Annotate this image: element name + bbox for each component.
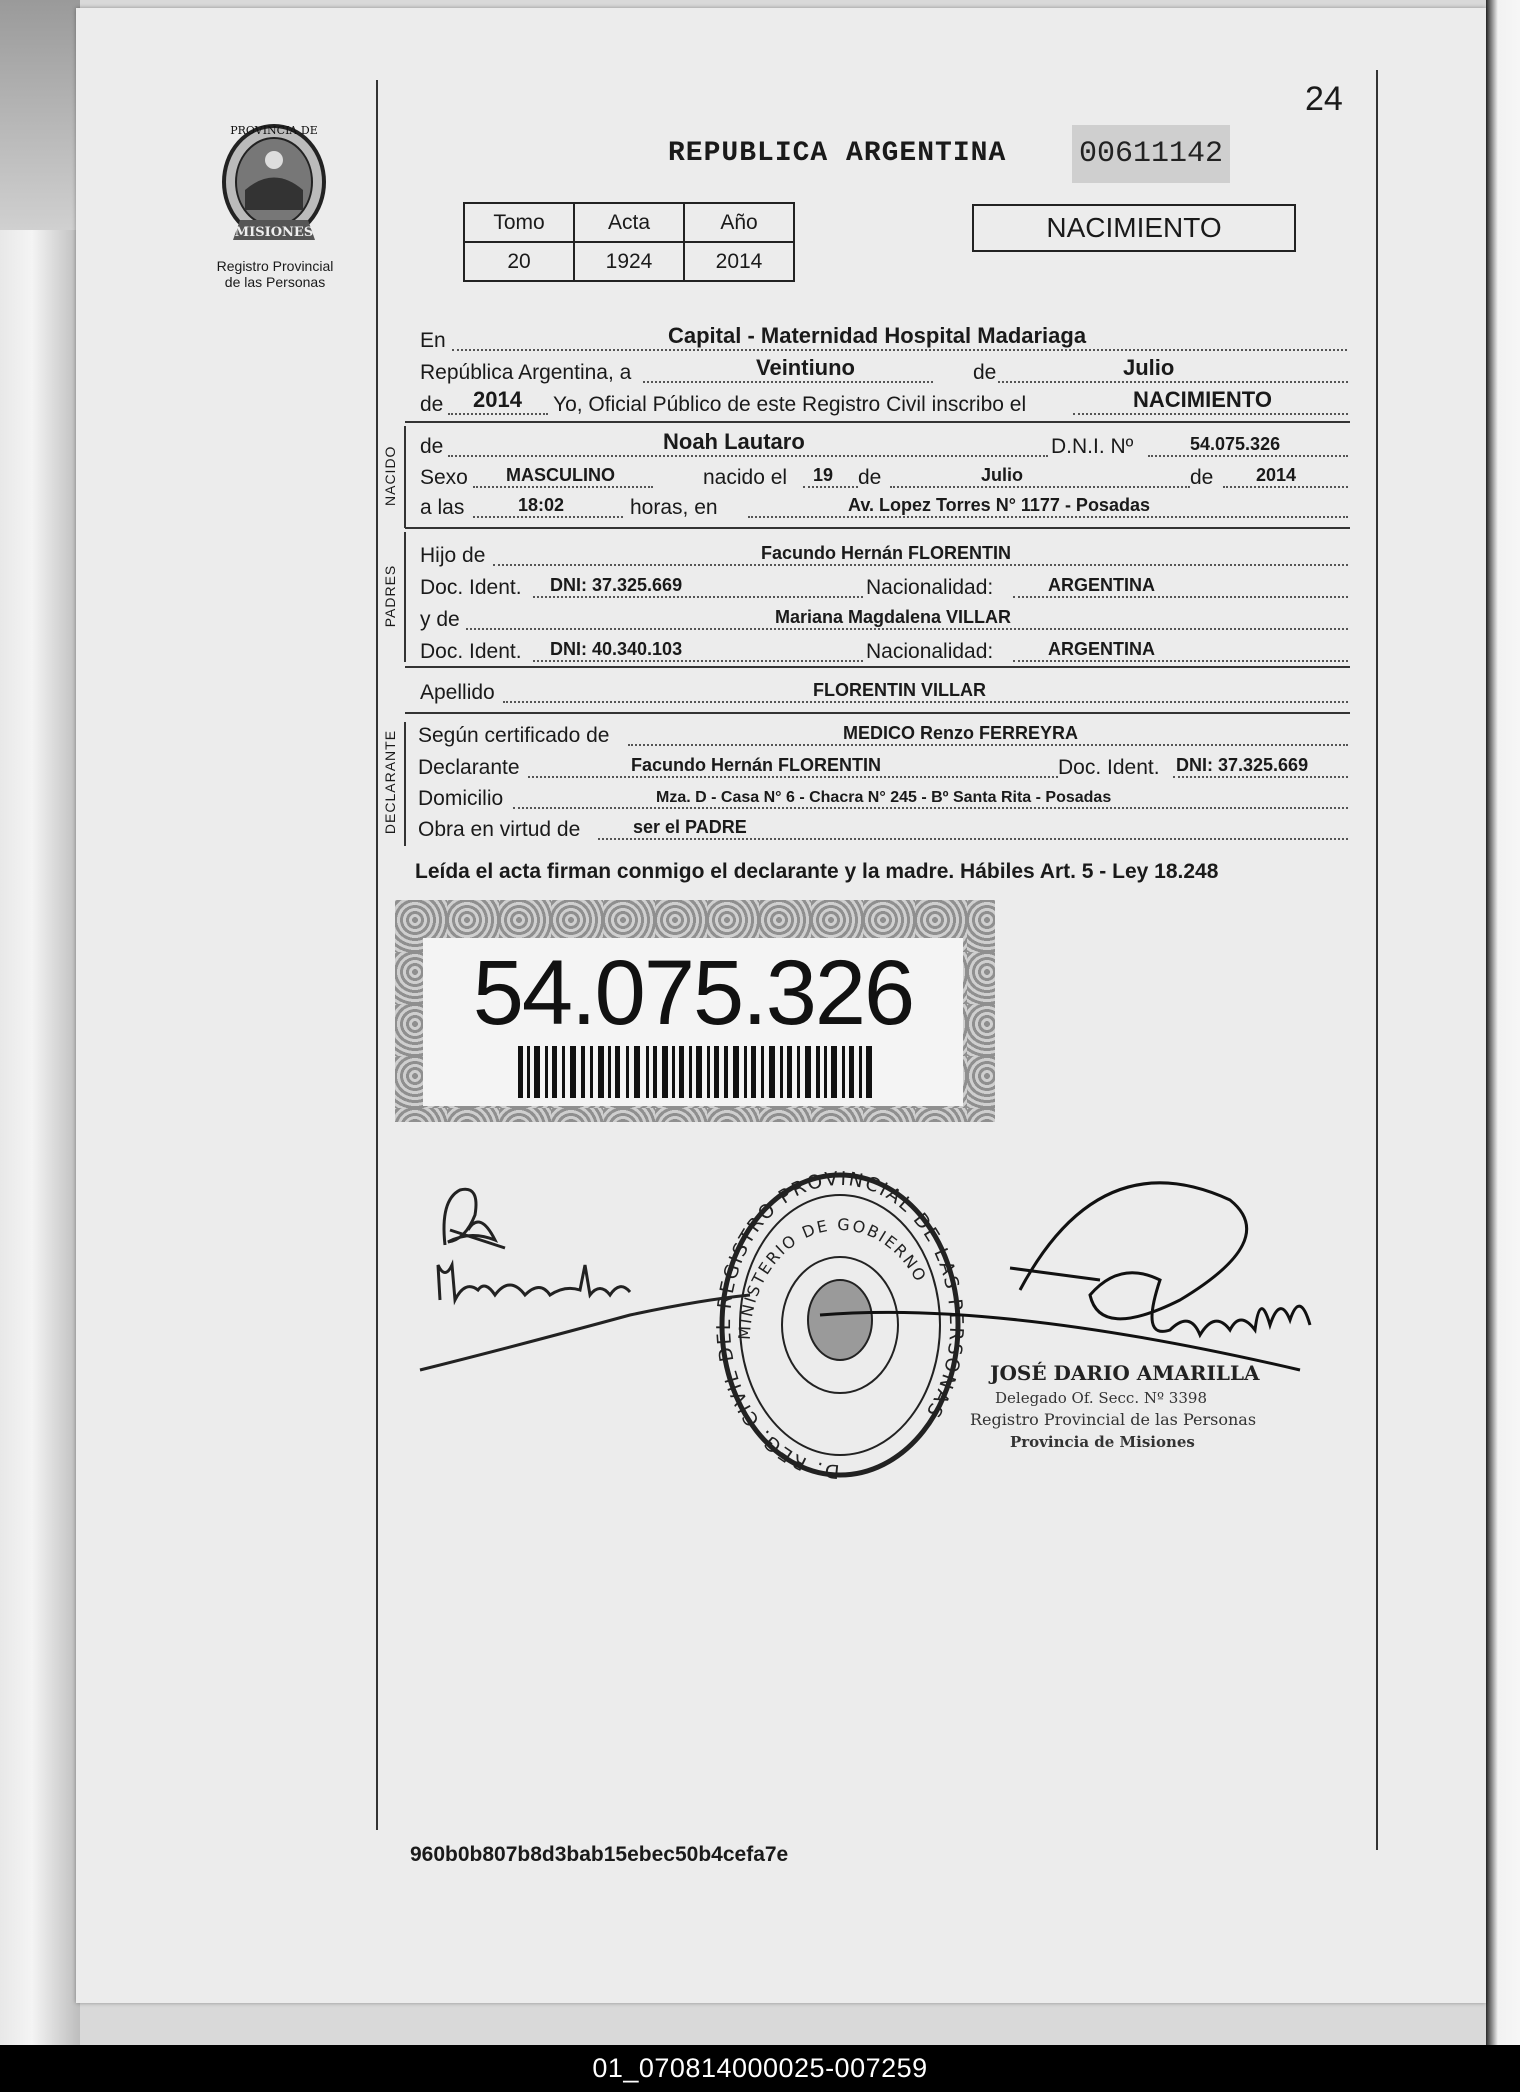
document-hash: 960b0b807b8d3bab15ebec50b4cefa7e: [410, 1843, 789, 1866]
dotted-line: [748, 516, 1348, 518]
father-name: Facundo Hernán FLORENTIN: [761, 543, 1012, 563]
dotted-line: [803, 486, 858, 488]
sex-line: [418, 462, 1348, 492]
signature-official: [820, 1183, 1310, 1370]
dotted-line: [598, 838, 1348, 840]
doc-label: Doc. Ident.: [420, 640, 522, 663]
time-label: a las: [420, 496, 465, 519]
de-label: de: [420, 393, 444, 416]
dni-sticker-inner: [423, 938, 963, 1106]
logo-text-top: PROVINCIA DE: [230, 124, 318, 137]
serial-number: 00611142: [1072, 125, 1230, 183]
dni-sticker: [395, 900, 995, 1122]
doc-label: Doc. Ident.: [1058, 756, 1160, 779]
country-label: República Argentina, a: [420, 361, 632, 384]
acta-value: 1924: [574, 242, 684, 281]
dotted-line: [528, 776, 1058, 778]
born-day: 19: [813, 465, 834, 485]
surname-line: [418, 677, 1348, 707]
dni-sticker-number: 54.075.326: [472, 942, 914, 1044]
de-label: de: [858, 466, 882, 489]
address-value: Mza. D - Casa N° 6 - Chacra N° 245 - Bº Santa Rita - Posadas: [656, 789, 1112, 806]
right-margin-line: [1376, 70, 1378, 1850]
registrar-text: Yo, Oficial Público de este Registro Civil inscribo el: [553, 393, 1027, 416]
dotted-line: [998, 381, 1348, 383]
father-nationality: ARGENTINA: [1048, 575, 1155, 595]
dotted-line: [466, 628, 1348, 630]
separator: [405, 527, 1350, 529]
reason-label: Obra en virtud de: [418, 818, 581, 841]
hours-label: horas, en: [630, 496, 718, 519]
doc-label: Doc. Ident.: [420, 576, 522, 599]
event-type: NACIMIENTO: [1133, 387, 1272, 412]
birth-place: Capital - Maternidad Hospital Madariaga: [668, 323, 1087, 348]
anio-header: Año: [684, 203, 794, 242]
dotted-line: [628, 744, 1348, 746]
birth-address: Av. Lopez Torres N° 1177 - Posadas: [848, 495, 1150, 515]
reason-line: [418, 814, 1348, 844]
acta-header: Acta: [574, 203, 684, 242]
de-label: de: [420, 435, 444, 458]
official-office: Registro Provincial de las Personas: [970, 1410, 1257, 1429]
child-sex: MASCULINO: [506, 465, 615, 485]
left-margin-line: [376, 80, 378, 1830]
official-stamp: [713, 1170, 967, 1482]
nacido-bar: [404, 426, 406, 528]
certificate-value: MEDICO Renzo FERREYRA: [843, 723, 1079, 743]
year: 2014: [473, 387, 522, 412]
day-words: Veintiuno: [756, 355, 855, 380]
record-type: NACIMIENTO: [972, 204, 1296, 252]
dotted-line: [1013, 660, 1348, 662]
child-dni: 54.075.326: [1190, 434, 1281, 454]
signatures-and-stamp: [400, 1170, 1340, 1500]
de-label: de: [1190, 466, 1214, 489]
dotted-line: [473, 486, 653, 488]
nacido-label: NACIDO: [382, 445, 398, 506]
logo-caption: [190, 258, 360, 290]
official-name: JOSÉ DARIO AMARILLA: [990, 1361, 1260, 1385]
closing-statement: Leída el acta firman conmigo el declarante y la madre. Hábiles Art. 5 - Ley 18.248: [415, 860, 1219, 883]
surname-value: FLORENTIN VILLAR: [813, 680, 986, 700]
dotted-line: [473, 516, 623, 518]
scan-footer-id: 01_070814000025-007259: [0, 2045, 1520, 2092]
logo-caption-line1: Registro Provincial: [216, 258, 334, 274]
padres-bar: [404, 532, 406, 662]
dotted-line: [1073, 413, 1348, 415]
tomo-value: 20: [464, 242, 574, 281]
mother-name: Mariana Magdalena VILLAR: [775, 607, 1012, 627]
mother-nationality: ARGENTINA: [1048, 639, 1155, 659]
padres-label: PADRES: [382, 564, 398, 628]
dotted-line: [643, 381, 933, 383]
province-seal-logo: [215, 120, 333, 250]
dotted-line: [448, 413, 548, 415]
certificate-line: [418, 720, 1348, 750]
stamp-ring-text: D. REG. CIVIL DEL REGISTRO PROVINCIAL DE LAS PERSONAS: [713, 1170, 968, 1483]
declarant-doc: DNI: 37.325.669: [1176, 755, 1309, 775]
address-label: Domicilio: [418, 787, 504, 810]
father-label: Hijo de: [420, 544, 486, 567]
mother-doc: DNI: 40.340.103: [550, 639, 683, 659]
certificate-label: Según certificado de: [418, 724, 610, 747]
child-name: Noah Lautaro: [663, 429, 805, 454]
logo-caption-line2: de las Personas: [224, 274, 326, 290]
born-label: nacido el: [703, 466, 788, 489]
father-doc: DNI: 37.325.669: [550, 575, 683, 595]
barcode: [518, 1046, 878, 1098]
declarante-label: DECLARANTE: [382, 729, 398, 835]
scan-background-shadow: [0, 0, 80, 230]
date-line: [418, 357, 1348, 387]
signature-declarant: [444, 1189, 505, 1248]
dotted-line: [503, 701, 1348, 703]
mother-doc-line: [418, 636, 1348, 666]
father-line: [418, 540, 1348, 570]
birth-time: 18:02: [518, 495, 565, 515]
page-number: 24: [1305, 80, 1343, 118]
dotted-line: [1013, 596, 1348, 598]
surname-label: Apellido: [420, 681, 495, 704]
registrar-line: [418, 389, 1348, 419]
name-line: [418, 431, 1348, 461]
dotted-line: [890, 486, 1190, 488]
mother-label: y de: [420, 608, 460, 631]
declarant-name: Facundo Hernán FLORENTIN: [631, 755, 882, 775]
de-label: de: [973, 361, 997, 384]
dni-label: D.N.I. Nº: [1051, 435, 1134, 458]
official-title: Delegado Of. Secc. Nº 3398: [995, 1389, 1207, 1407]
dotted-line: [513, 807, 1348, 809]
reason-value: ser el PADRE: [633, 817, 747, 837]
address-line: [418, 783, 1348, 813]
declarant-line: [418, 752, 1348, 782]
declarant-label: Declarante: [418, 756, 520, 779]
nationality-label: Nacionalidad:: [866, 640, 994, 663]
declarante-bar: [404, 722, 406, 846]
born-year: 2014: [1256, 465, 1297, 485]
time-line: [418, 492, 1348, 522]
dotted-line: [1148, 455, 1348, 457]
separator: [405, 666, 1350, 668]
scan-background-right: [1486, 0, 1520, 2050]
sex-label: Sexo: [420, 466, 468, 489]
anio-value: 2014: [684, 242, 794, 281]
place-line: [418, 325, 1348, 355]
nationality-label: Nacionalidad:: [866, 576, 994, 599]
dotted-line: [493, 564, 1348, 566]
separator: [405, 712, 1350, 714]
record-table: [463, 202, 795, 282]
dotted-line: [452, 349, 1347, 351]
mother-line: [418, 604, 1348, 634]
stamp-inner-text: MINISTERIO DE GOBIERNO: [734, 1214, 931, 1341]
en-label: En: [420, 329, 446, 352]
father-doc-line: [418, 572, 1348, 602]
separator: [405, 421, 1350, 423]
dotted-line: [1223, 486, 1348, 488]
official-province: Provincia de Misiones: [1010, 1433, 1195, 1451]
dotted-line: [1173, 776, 1348, 778]
logo-text-bottom: MISIONES: [234, 225, 314, 240]
tomo-header: Tomo: [464, 203, 574, 242]
country-title: REPUBLICA ARGENTINA: [668, 138, 1007, 169]
born-month: Julio: [981, 465, 1024, 485]
dotted-line: [448, 455, 1048, 457]
scan-background-left: [0, 0, 80, 2092]
dotted-line: [533, 596, 863, 598]
month: Julio: [1123, 355, 1175, 380]
dotted-line: [533, 660, 863, 662]
signature-mother: [420, 1265, 750, 1370]
